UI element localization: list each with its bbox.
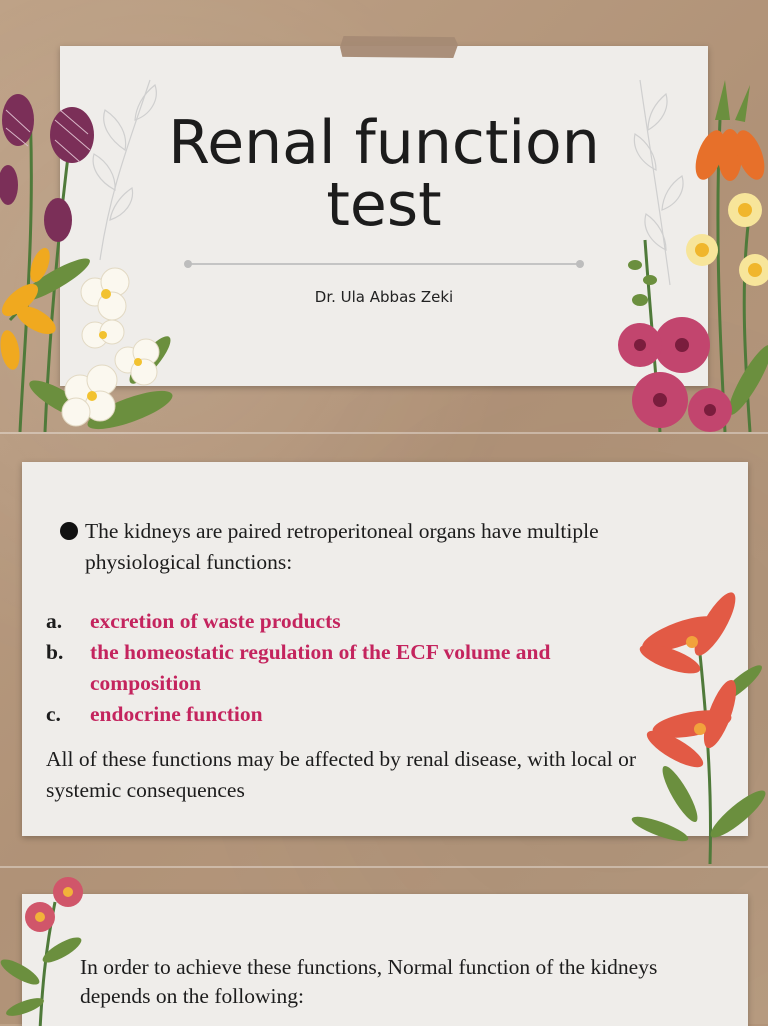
list-item [46, 606, 646, 637]
title-line-2: test [326, 170, 442, 240]
list-letter: a. [46, 609, 63, 633]
flower-illustration-icon [0, 872, 100, 1026]
list-item [46, 637, 646, 699]
divider-dot-right [576, 260, 584, 268]
list-text: the homeostatic regulation of the ECF volume and composition [90, 640, 551, 695]
requirements-slide [0, 866, 768, 1026]
requirements-paragraph: In order to achieve these functions, Normal function of the kidneys depends on the following: [80, 955, 658, 1008]
tape-strip [340, 36, 458, 58]
author-name: Dr. Ula Abbas Zeki [314, 288, 454, 306]
function-list [46, 606, 646, 730]
title-line-1: Renal function [168, 108, 600, 178]
functions-slide [0, 432, 768, 866]
title-slide [0, 0, 768, 432]
list-item [46, 699, 646, 730]
flower-illustration-icon [600, 60, 768, 432]
list-letter: c. [46, 702, 61, 726]
list-letter: b. [46, 640, 64, 664]
bullet-icon [60, 522, 78, 540]
flower-illustration-icon [0, 70, 200, 432]
flower-illustration-icon [620, 594, 768, 866]
intro-paragraph: The kidneys are paired retroperitoneal organs have multiple physiological functions: [85, 519, 599, 574]
list-text: endocrine function [90, 702, 263, 726]
list-text: excretion of waste products [90, 609, 341, 633]
title-divider [188, 263, 580, 265]
outro-paragraph: All of these functions may be affected by renal disease, with local or systemic consequences [46, 747, 637, 802]
